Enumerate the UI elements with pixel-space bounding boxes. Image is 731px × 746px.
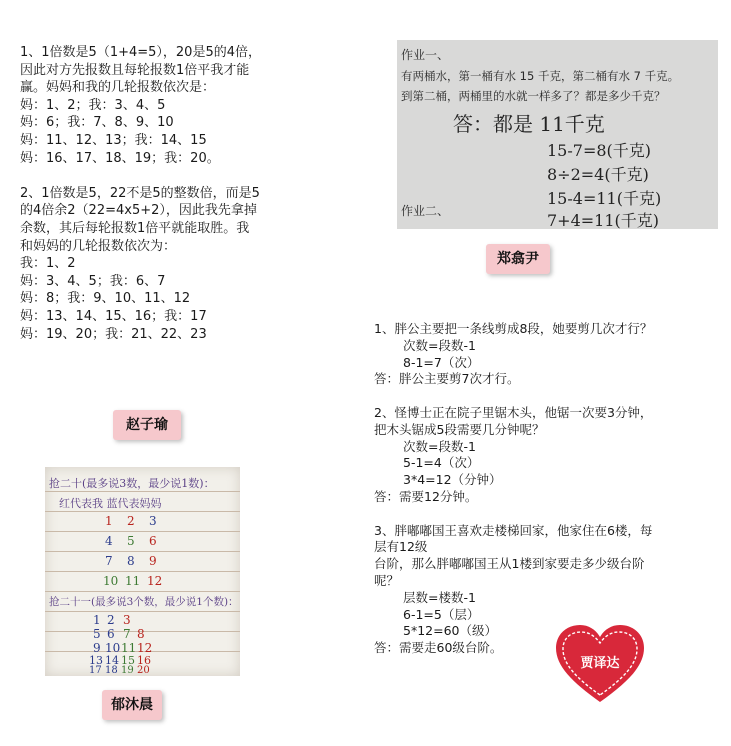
question-3-cont: 台阶，那么胖嘟嘟国王从1楼到家要走多少级台阶 [374, 556, 645, 572]
question-3-cont: 呢？ [374, 572, 400, 588]
ws-calc-1: 15-7=8(千克) [547, 141, 652, 160]
answer-line: 答：需要12分钟。 [374, 488, 478, 504]
text-line: 2、1倍数是5，22不是5的整数倍，而是5 [20, 185, 260, 201]
nb-cell: 16 [137, 654, 151, 667]
nb-cell: 17 [89, 665, 102, 676]
nb-cell: 14 [105, 654, 119, 667]
work-line: 8-1=7（次） [403, 354, 480, 370]
text-line: 赢。妈妈和我的几轮报数依次是： [20, 80, 216, 96]
ws-problem-line-1: 有两桶水，第一桶有水 15 千克，第二桶有水 7 千克。 [401, 69, 680, 83]
text-line: 因此对方先报数且每轮报数1倍平我才能 [20, 62, 250, 78]
work-line: 次数=段数-1 [403, 438, 476, 454]
answer-line: 答：胖公主要剪7次才行。 [374, 371, 520, 387]
nb-cell: 19 [121, 665, 134, 676]
notebook-line-3: 抢二十一(最多说3个数，最少说1个数)： [49, 596, 239, 608]
text-line: 和妈妈的几轮报数依次为： [20, 238, 177, 254]
ws-problem-line-2: 到第二桶，两桶里的水就一样多了？都是多少千克？ [401, 89, 666, 103]
work-line: 层数=楼数-1 [403, 589, 476, 605]
question-2: 2、怪博士正在院子里锯木头，他锯一次要3分钟， [374, 404, 653, 420]
ws-calc-3: 15-4=11(千克) [547, 189, 662, 208]
nb-cell: 6 [107, 627, 115, 641]
nb-cell: 4 [105, 534, 113, 548]
nb-cell: 9 [149, 554, 157, 568]
question-2-cont: 把木头锯成5段需要几分钟呢？ [374, 421, 545, 437]
nb-cell: 7 [123, 627, 131, 641]
ws-heading-1: 作业一、 [401, 48, 450, 62]
ws-calc-4: 7+4=11(千克) [547, 211, 660, 229]
nb-cell: 3 [149, 514, 157, 528]
nb-cell: 12 [137, 641, 153, 655]
right-text-block [374, 321, 714, 657]
nb-cell: 10 [103, 574, 119, 588]
answer-2 [20, 185, 310, 343]
nb-cell: 8 [137, 627, 145, 641]
nb-cell: 15 [121, 654, 135, 667]
text-line: 妈：13、14、15、16；我：17 [20, 308, 207, 324]
nb-cell: 10 [105, 641, 121, 655]
nb-cell: 12 [147, 574, 163, 588]
nb-cell: 2 [107, 613, 115, 627]
answer-line: 答：需要走60级台阶。 [374, 640, 503, 656]
text-line: 妈：6；我：7、8、9、10 [20, 115, 174, 131]
nb-cell: 18 [105, 665, 118, 676]
nb-cell: 11 [121, 641, 137, 655]
nb-cell: 7 [105, 554, 113, 568]
work-line: 3*4=12（分钟） [403, 472, 502, 488]
text-line: 妈：8；我：9、10、11、12 [20, 291, 191, 307]
question-3: 3、胖嘟嘟国王喜欢走楼梯回家，他家住在6楼，每 [374, 522, 653, 538]
answer-1 [20, 44, 310, 167]
work-line: 5-1=4（次） [403, 455, 480, 471]
nb-cell: 9 [93, 641, 101, 655]
nb-cell: 1 [93, 613, 101, 627]
nb-cell: 3 [123, 613, 131, 627]
ws-answer: 答：都是 11千克 [453, 112, 605, 136]
name-tag-jia: 贾译达 [580, 656, 620, 671]
work-line: 次数=段数-1 [403, 337, 476, 353]
text-line: 1、1倍数是5（1+4=5），20是5的4倍， [20, 45, 261, 60]
question-1: 1、胖公主要把一条线剪成8段，她要剪几次才行？ [374, 321, 653, 336]
nb-cell: 5 [127, 534, 135, 548]
notebook-line-1: 抢二十(最多说3数，最少说1数)： [49, 477, 215, 490]
notebook-photo [45, 467, 240, 676]
text-line: 妈：3、4、5；我：6、7 [20, 273, 166, 289]
worksheet-photo [397, 40, 718, 229]
name-tag-zheng: 郑翕尹 [486, 244, 550, 274]
ws-heading-2: 作业二、 [401, 204, 450, 218]
ws-calc-2: 8÷2=4(千克) [547, 165, 649, 184]
text-line: 妈：19、20；我：21、22、23 [20, 326, 207, 342]
text-line: 我：1、2 [20, 256, 76, 272]
text-line: 妈：1、2；我：3、4、5 [20, 97, 166, 113]
text-line: 妈：16、17、18、19；我：20。 [20, 150, 220, 166]
notebook-line-2: 红代表我 蓝代表妈妈 [59, 497, 162, 510]
question-3-cont: 层有12级 [374, 539, 428, 555]
work-line: 5*12=60（级） [403, 623, 497, 639]
nb-cell: 8 [127, 554, 135, 568]
text-line: 余数，其后每轮报数1倍平就能取胜。我 [20, 220, 250, 236]
left-text-block [20, 44, 310, 343]
nb-cell: 20 [137, 665, 150, 676]
name-tag-zhao: 赵子瑜 [113, 410, 181, 440]
nb-cell: 2 [127, 514, 135, 528]
nb-cell: 11 [125, 574, 141, 588]
text-line: 妈：11、12、13；我：14、15 [20, 132, 207, 148]
nb-cell: 6 [149, 534, 157, 548]
nb-cell: 5 [93, 627, 101, 641]
text-line: 的4倍余2（22=4x5+2），因此我先拿掉 [20, 203, 257, 219]
work-line: 6-1=5（层） [403, 606, 480, 622]
name-tag-yu: 郁沐晨 [102, 690, 162, 720]
nb-cell: 1 [105, 514, 113, 528]
nb-cell: 13 [89, 654, 103, 667]
